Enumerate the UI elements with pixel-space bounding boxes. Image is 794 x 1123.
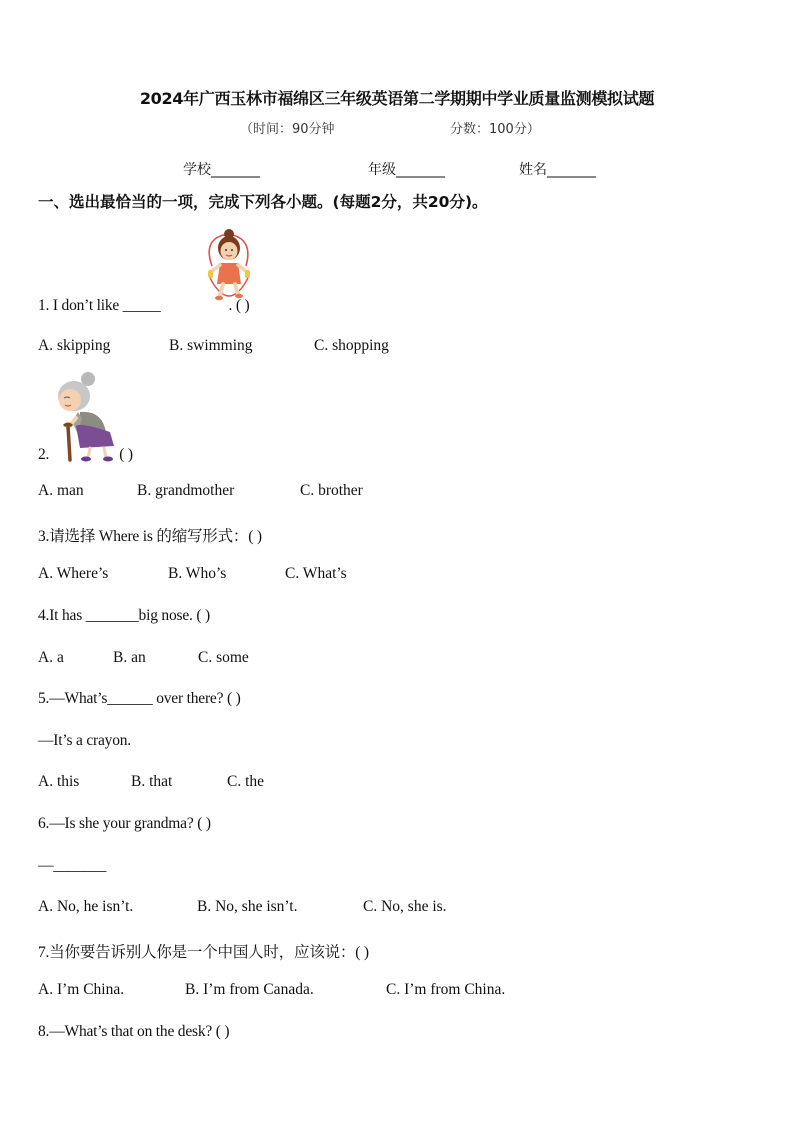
question-3-option-a[interactable]: A. Where’s: [38, 565, 109, 582]
question-5: 5.—What’s______ over there? ( ): [38, 690, 241, 707]
question-1-option-c[interactable]: C. shopping: [314, 337, 389, 354]
question-7: 7.当你要告诉别人你是一个中国人时，应该说：( ): [38, 944, 369, 961]
question-2-option-c[interactable]: C. brother: [300, 482, 363, 499]
question-2-tail: ( ): [119, 446, 133, 463]
question-4-option-c[interactable]: C. some: [198, 649, 249, 666]
question-1-option-a[interactable]: A. skipping: [38, 337, 111, 354]
question-7-option-b[interactable]: B. I’m from Canada.: [185, 981, 314, 998]
question-3-option-c[interactable]: C. What’s: [285, 565, 347, 582]
question-5-option-a[interactable]: A. this: [38, 773, 80, 790]
question-2-option-a[interactable]: A. man: [38, 482, 84, 499]
question-6-dialogue: —_______: [38, 857, 107, 874]
section-heading: 一、选出最恰当的一项，完成下列各小题。(每题2分，共20分)。: [38, 193, 488, 211]
school-field[interactable]: 学校_______: [183, 162, 260, 178]
question-2-stem: 2.: [38, 446, 50, 463]
question-1: [38, 297, 249, 315]
question-1-option-b[interactable]: B. swimming: [169, 337, 253, 354]
question-7-option-c[interactable]: C. I’m from China.: [386, 981, 506, 998]
question-3: 3.请选择 Where is 的缩写形式：( ): [38, 528, 262, 545]
question-3-option-b[interactable]: B. Who’s: [168, 565, 227, 582]
question-1-tail: . ( ): [228, 297, 250, 314]
question-4: 4.It has _______big nose. ( ): [38, 607, 210, 624]
exam-title: 2024年广西玉林市福绵区三年级英语第二学期期中学业质量监测模拟试题: [139, 89, 655, 108]
question-6-option-a[interactable]: A. No, he isn’t.: [38, 898, 134, 915]
name-field[interactable]: 姓名_______: [519, 162, 596, 178]
question-4-option-a[interactable]: A. a: [38, 649, 64, 666]
question-1-stem: 1. I don’t like _____: [38, 297, 161, 314]
grade-field[interactable]: 年级_______: [368, 162, 445, 178]
exam-score: 分数：100分）: [450, 122, 540, 137]
question-5-dialogue: —It’s a crayon.: [38, 732, 131, 749]
question-7-option-a[interactable]: A. I’m China.: [38, 981, 125, 998]
question-8: 8.—What’s that on the desk? ( ): [38, 1023, 230, 1040]
question-5-option-b[interactable]: B. that: [131, 773, 173, 790]
question-4-option-b[interactable]: B. an: [113, 649, 146, 666]
question-5-option-c[interactable]: C. the: [227, 773, 265, 790]
question-2-option-b[interactable]: B. grandmother: [137, 482, 235, 499]
question-6-option-b[interactable]: B. No, she isn’t.: [197, 898, 298, 915]
question-2: [38, 446, 133, 464]
question-6-option-c[interactable]: C. No, she is.: [363, 898, 447, 915]
exam-time: （时间：90分钟: [240, 122, 335, 137]
question-6: 6.—Is she your grandma? ( ): [38, 815, 211, 832]
